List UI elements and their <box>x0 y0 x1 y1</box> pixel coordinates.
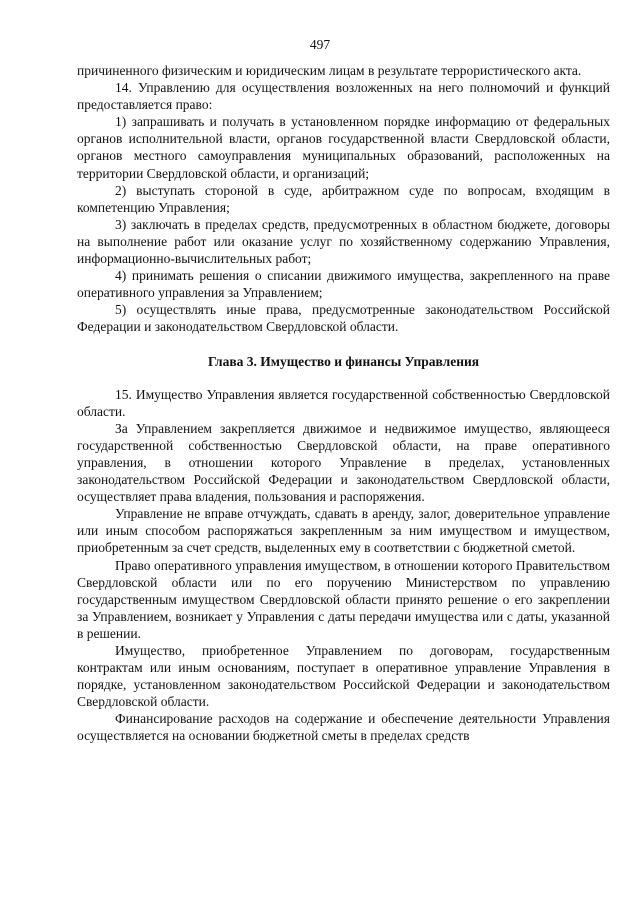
paragraph-continuation: причиненного физическим и юридическим лицам в результате террористического акта. <box>77 63 582 78</box>
paragraph-15-property-assignment: За Управлением закрепляется движимое и недвижимое имущество, являющееся государственной собственностью Свердловской области, на праве оперативного управления, в отношении которого Управление в пределах, установленных законодательством Российской Федерации и законодательством Свердловской области, осуществляет права владения, пользования и распоряжения. <box>77 420 610 505</box>
list-item-14-1: 1) запрашивать и получать в установленном порядке информацию от федеральных органов исполнительной власти, органов государственной власти Свердловской области, органов местного самоуправления муниципальных образований, расположенных на территории Свердловской области, и организаций; <box>77 114 610 181</box>
paragraph-14: 14. Управлению для осуществления возложенных на него полномочий и функций предоставляется право: <box>77 80 610 113</box>
page-number: 497 <box>309 37 331 52</box>
paragraph-15-management-right: Право оперативного управления имуществом, в отношении которого Правительством Свердловской области или по его поручению Министерством по управлению государственным имуществом Свердловской области принято решение о его закреплении за Управлением, возникает у Управления с даты передачи имущества или с даты, указанной в решении. <box>77 557 610 641</box>
paragraph-15-acquired-property: Имущество, приобретенное Управлением по договорам, государственным контрактам или иным основаниям, поступает в оперативное управление Управления в порядке, установленном законодательством Российской Федерации и законодательством Свердловской области. <box>77 643 610 710</box>
chapter-title: Глава 3. Имущество и финансы Управления <box>207 353 480 369</box>
paragraph-15-restrictions: Управление не вправе отчуждать, сдавать в аренду, залог, доверительное управление или иным способом распоряжаться закрепленным за ним имуществом и имуществом, приобретенным за счет средств, выделенных ему в соответствии с бюджетной сметой. <box>77 506 610 556</box>
paragraph-15-financing: Финансирование расходов на содержание и обеспечение деятельности Управления осуществляется на основании бюджетной сметы в пределах средств <box>77 711 610 744</box>
list-item-14-5: 5) осуществлять иные права, предусмотренные законодательством Российской Федерации и законодательством Свердловской области. <box>77 302 610 335</box>
list-item-14-4: 4) принимать решения о списании движимого имущества, закрепленного на праве оперативного управления за Управлением; <box>77 268 610 301</box>
paragraph-15: 15. Имущество Управления является государственной собственностью Свердловской области. <box>77 386 610 419</box>
document-body <box>77 62 610 745</box>
list-item-14-2: 2) выступать стороной в суде, арбитражном суде по вопросам, входящим в компетенцию Управления; <box>77 182 610 215</box>
list-item-14-3: 3) заключать в пределах средств, предусмотренных в областном бюджете, договоры на выполнение работ или оказание услуг по хозяйственному содержанию Управления, информационно-вычислительных работ; <box>77 216 610 267</box>
